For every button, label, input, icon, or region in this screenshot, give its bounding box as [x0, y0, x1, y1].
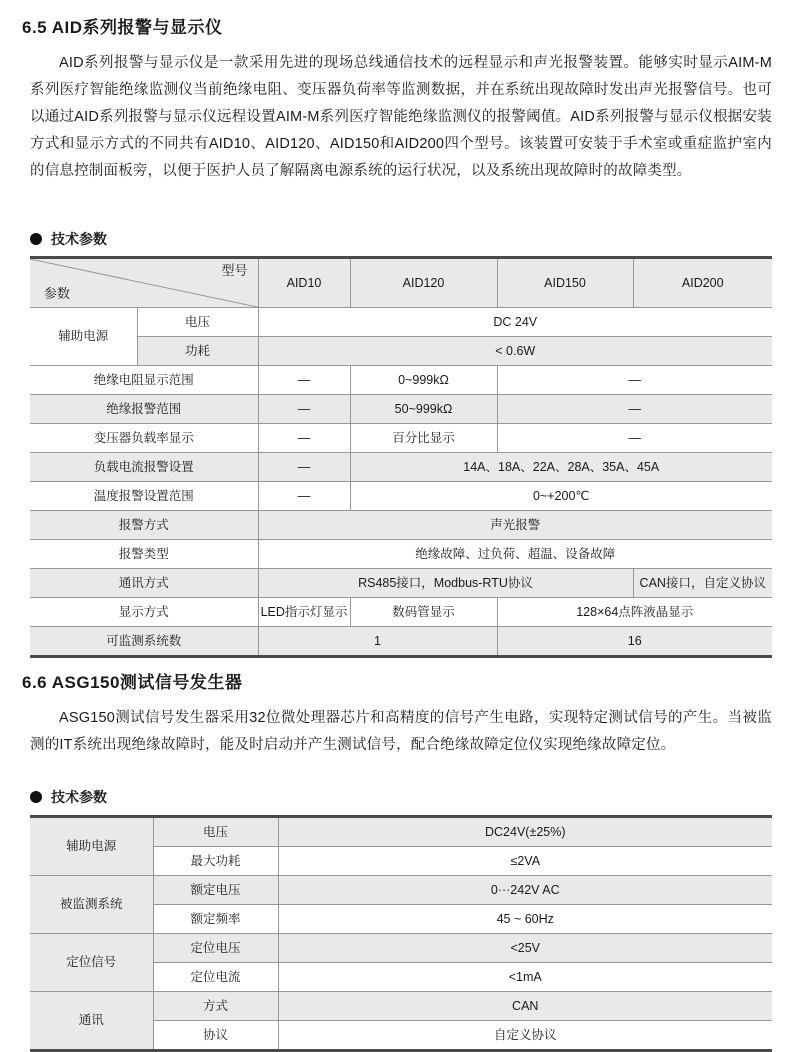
param-value-cell: RS485接口，Modbus-RTU协议	[258, 569, 633, 598]
param-value-cell: 0~+200℃	[350, 482, 772, 511]
table-row	[30, 482, 772, 511]
bullet-icon	[30, 233, 42, 245]
param-value-cell: 16	[497, 627, 772, 657]
corner-label-param: 参数	[44, 286, 71, 302]
param-label-cell: 电压	[153, 817, 278, 847]
table-row	[30, 934, 772, 963]
param-value-cell: CAN	[278, 992, 772, 1021]
param-value-cell: —	[497, 366, 772, 395]
tech-params-header-2	[30, 787, 107, 807]
corner-label-model: 型号	[221, 263, 248, 278]
param-label-cell: 报警方式	[30, 511, 258, 540]
table-row	[30, 817, 772, 847]
param-value-cell: <25V	[278, 934, 772, 963]
param-label-cell: 通讯方式	[30, 569, 258, 598]
param-label-cell: 最大功耗	[153, 847, 278, 876]
aid-spec-table	[30, 256, 772, 658]
group-label-cell: 辅助电源	[30, 308, 137, 366]
param-value-cell: —	[497, 424, 772, 453]
param-value-cell: 1	[258, 627, 497, 657]
param-label-cell: 绝缘电阻显示范围	[30, 366, 258, 395]
table-corner-cell	[30, 258, 258, 308]
param-label-cell: 电压	[137, 308, 258, 337]
table-row	[30, 366, 772, 395]
param-value-cell: —	[258, 424, 350, 453]
table-row	[30, 453, 772, 482]
section-6-6-paragraph: ASG150测试信号发生器采用32位微处理器芯片和高精度的信号产生电路，实现特定测试信号的产生。当被监测的IT系统出现绝缘故障时，能及时启动并产生测试信号，配合绝缘故障定位仪实现绝缘故障定位。	[30, 710, 772, 753]
param-value-cell: 45 ~ 60Hz	[278, 905, 772, 934]
param-label-cell: 定位电流	[153, 963, 278, 992]
group-label-cell: 通讯	[30, 992, 153, 1051]
param-label-cell: 显示方式	[30, 598, 258, 627]
param-value-cell: 0···242V AC	[278, 876, 772, 905]
param-label-cell: 负载电流报警设置	[30, 453, 258, 482]
param-value-cell: <1mA	[278, 963, 772, 992]
param-value-cell: CAN接口，自定义协议	[633, 569, 772, 598]
tech-params-label: 技术参数	[51, 789, 107, 805]
param-value-cell: 百分比显示	[350, 424, 497, 453]
table-row	[30, 627, 772, 657]
table-row	[30, 598, 772, 627]
param-value-cell: DC 24V	[258, 308, 772, 337]
group-label-cell: 定位信号	[30, 934, 153, 992]
param-value-cell: 数码管显示	[350, 598, 497, 627]
param-label-cell: 额定频率	[153, 905, 278, 934]
param-value-cell: —	[258, 453, 350, 482]
param-label-cell: 可监测系统数	[30, 627, 258, 657]
table-row	[30, 337, 772, 366]
param-label-cell: 温度报警设置范围	[30, 482, 258, 511]
param-value-cell: LED指示灯显示	[258, 598, 350, 627]
param-value-cell: —	[258, 366, 350, 395]
param-value-cell: DC24V(±25%)	[278, 817, 772, 847]
section-6-5-heading: 6.5 AID系列报警与显示仪	[22, 18, 223, 37]
model-header-cell: AID120	[350, 258, 497, 308]
table-row	[30, 395, 772, 424]
param-value-cell: 128×64点阵液晶显示	[497, 598, 772, 627]
model-header-cell: AID10	[258, 258, 350, 308]
param-label-cell: 变压器负载率显示	[30, 424, 258, 453]
group-label-cell: 被监测系统	[30, 876, 153, 934]
param-value-cell: 50~999kΩ	[350, 395, 497, 424]
model-header-cell: AID150	[497, 258, 633, 308]
param-value-cell: 声光报警	[258, 511, 772, 540]
param-label-cell: 定位电压	[153, 934, 278, 963]
param-value-cell: 0~999kΩ	[350, 366, 497, 395]
asg150-spec-table	[30, 815, 772, 1052]
section-6-6-heading: 6.6 ASG150测试信号发生器	[22, 673, 243, 692]
table-row	[30, 511, 772, 540]
tech-params-label: 技术参数	[51, 231, 107, 247]
table-row	[30, 540, 772, 569]
param-label-cell: 报警类型	[30, 540, 258, 569]
table-row	[30, 569, 772, 598]
param-value-cell: < 0.6W	[258, 337, 772, 366]
param-label-cell: 额定电压	[153, 876, 278, 905]
param-label-cell: 功耗	[137, 337, 258, 366]
param-value-cell: —	[258, 482, 350, 511]
param-label-cell: 绝缘报警范围	[30, 395, 258, 424]
param-label-cell: 方式	[153, 992, 278, 1021]
bullet-icon	[30, 791, 42, 803]
table-row	[30, 876, 772, 905]
tech-params-header-1	[30, 229, 107, 249]
param-value-cell: ≤2VA	[278, 847, 772, 876]
table-header-row	[30, 258, 772, 308]
table-row	[30, 308, 772, 337]
table-row	[30, 424, 772, 453]
model-header-cell: AID200	[633, 258, 772, 308]
param-value-cell: 14A、18A、22A、28A、35A、45A	[350, 453, 772, 482]
group-label-cell: 辅助电源	[30, 817, 153, 876]
param-value-cell: 自定义协议	[278, 1021, 772, 1051]
param-value-cell: —	[258, 395, 350, 424]
section-6-5-paragraph: AID系列报警与显示仪是一款采用先进的现场总线通信技术的远程显示和声光报警装置。能够实时显示AIM-M系列医疗智能绝缘监测仪当前绝缘电阻、变压器负荷率等监测数据，并在系统出现故障时发出声光报警信号。也可以通过AID系列报警与显示仪远程设置AIM-M系列医疗智能绝缘监测仪的报警阈值。AID系列报警与显示仪根据安装方式和显示方式的不同共有AID10、AID120、AID150和AID200四个型号。该装置可安装于手术室或重症监护室内的信息控制面板旁，以便于医护人员了解隔离电源系统的运行状况，以及系统出现故障时的故障类型。	[30, 55, 772, 179]
param-label-cell: 协议	[153, 1021, 278, 1051]
table-row	[30, 992, 772, 1021]
param-value-cell: 绝缘故障、过负荷、超温、设备故障	[258, 540, 772, 569]
param-value-cell: —	[497, 395, 772, 424]
